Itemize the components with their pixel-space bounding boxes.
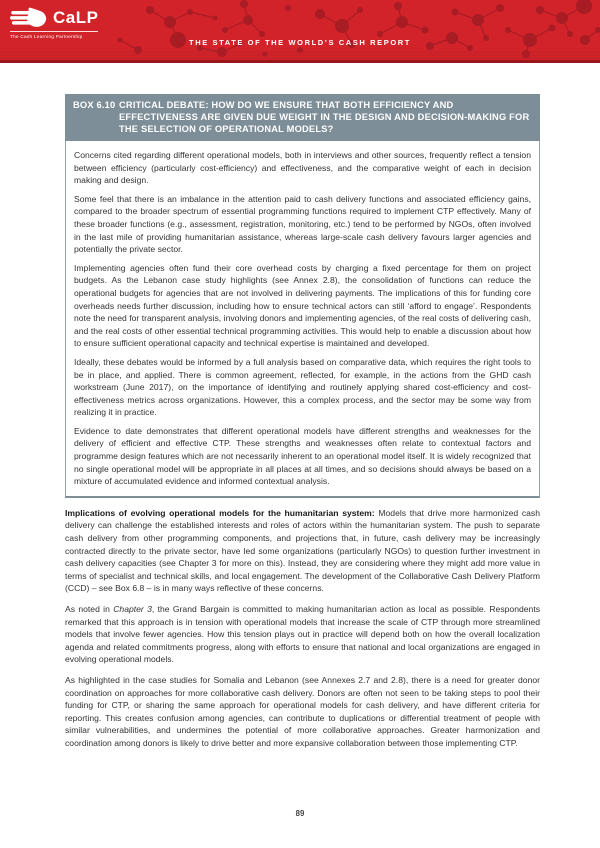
main-text xyxy=(65,507,540,750)
logo-tagline: The Cash Learning Partnership xyxy=(10,31,98,39)
paragraph-text: Models that drive more harmonized cash delivery can challenge the established interests and roles of actors within the humanitarian system. The push to separate cash delivery from other programming components, and projections that, in future, cash delivery may be increasingly contracted directly to the private sector, have led some organizations (particularly NGOs) to question further investment in cash delivery capacities (see Chapter 3 for more on this). Instead, they are considering where they might add more value in terms of specialist and technical skills, and local engagement. The development of the Collaborative Cash Delivery Platform (CCD) – see Box 6.8 – is in many ways reflective of these concerns. xyxy=(65,507,541,594)
implications-paragraph xyxy=(65,507,540,595)
paragraph-text: As noted in xyxy=(65,604,114,614)
page-number: 89 xyxy=(295,809,305,818)
box-number-label: BOX 6.10 xyxy=(73,100,116,110)
box-body xyxy=(65,141,540,498)
box-paragraph: Some feel that there is an imbalance in the attention paid to cash delivery functions and associated efficiency gains, compared to the broader spectrum of essential programming functions required to implement CTP effectively. Many of these broader functions (e.g., assessment, registration, monitoring, etc.) tend to be performed by NGOs, often involved in the last mile of providing humanitarian assistance, whereas large-scale cash delivery favours larger agencies and potentially the private sector. xyxy=(74,193,531,255)
logo-wordmark: CaLP xyxy=(53,8,99,27)
box-paragraph: Ideally, these debates would be informed by a full analysis based on comparative data, which requires the right tools to be in place, and applied. There is common agreement, reflected, for example, in the actions from the GHD cash workstream (June 2017), on the importance of identifying and routinely applying shared cost-efficiency and cost-effectiveness metrics across organizations. However, this a complex process, and the sector may be some way from realizing it in practice. xyxy=(74,356,531,418)
paragraph-text: , the Grand Bargain is committed to making humanitarian action as local as possible. Respondents remarked that this approach is in tension with operational models that increase the scale of CTP through more streamlined models that involve fewer agencies. How this tension plays out in practice will depend both on how the overall localization agenda and related commitments progress, along with efforts to ensure that national and local organizations are engaged in evolving operational models. xyxy=(65,604,540,665)
report-title: THE STATE OF THE WORLD’S CASH REPORT xyxy=(189,38,411,47)
page-content xyxy=(65,94,540,750)
donor-coordination-paragraph: As highlighted in the case studies for Somalia and Lebanon (see Annexes 2.7 and 2.8), there is a need for greater donor coordination on approaches for more collaborative cash delivery. Donors are often not seen to be taking steps to pool their funding for CTP, or sharing the same approach for operational models for cash delivery, and have different criteria for reporting. This creates confusion among agencies, can contribute to duplications or differential treatment of people with similar vulnerabilities, and undermines the potential of more collaborative approaches. Greater harmonization and coordination among donors is likely to drive better and more expansive collaboration between those implementing CTP. xyxy=(65,674,540,748)
critical-debate-box xyxy=(65,94,540,498)
hand-icon xyxy=(10,7,48,29)
paragraph-lead-bold: Implications of evolving operational models for the humanitarian system: xyxy=(65,507,375,518)
box-paragraph: Evidence to date demonstrates that different operational models have different strengths and weaknesses for the delivery of efficient and effective CTP. These strengths and weaknesses often relate to contextual factors and programme design features which are not necessarily inherent to an operational model itself. It is widely recognized that no single operational model will be appropriate in all places at all times, and so decisions should always be based on a mixture of accumulated evidence and informed contextual analysis. xyxy=(74,425,531,487)
chapter-reference-italic: Chapter 3 xyxy=(113,604,152,614)
grand-bargain-paragraph xyxy=(65,603,540,666)
box-title: CRITICAL DEBATE: HOW DO WE ENSURE THAT BOTH EFFICIENCY AND EFFECTIVENESS ARE GIVEN DUE WEIGHT IN THE DESIGN AND DECISION-MAKING FOR THE SELECTION OF OPERATIONAL MODELS? xyxy=(119,100,530,134)
report-banner xyxy=(0,0,600,63)
calp-logo xyxy=(10,7,98,39)
box-paragraph: Implementing agencies often fund their core overhead costs by charging a fixed percentage for them on project budgets. As the Lebanon case study highlights (see Annex 2.8), the consolidation of functions can reduce the operational budgets for agencies that are not involved in delivering payments. The implications of this for funding core overheads needs further discussion, including how to ensure technical actors can still ‘afford to engage’. Respondents note the need for transparent analysis, involving donors and implementing agencies, of the real costs of delivering cash, and the real costs of other essential technical programming activities. This would help to enable a discussion about how to ensure sufficient operational capacity and technical expertise is maintained and developed. xyxy=(74,262,531,349)
box-header xyxy=(65,94,540,141)
box-paragraph: Concerns cited regarding different operational models, both in interviews and other sources, frequently reflect a tension between efficiency (particularly cost-efficiency) and effectiveness, and the comparative weight of each in decision making and design. xyxy=(74,150,531,186)
